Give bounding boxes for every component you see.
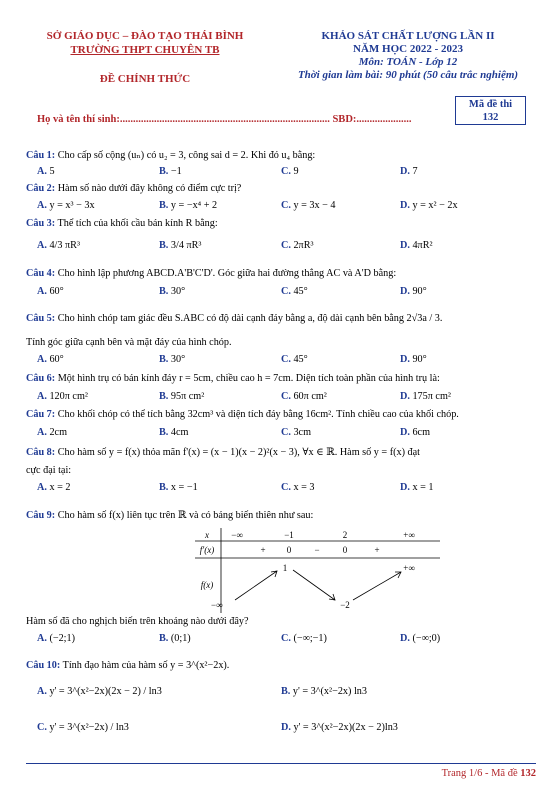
option-a[interactable]: A. 2cm	[37, 427, 67, 438]
option-a[interactable]: A. y' = 3^(x²−2x)(2x − 2) / ln3	[37, 686, 162, 697]
table-fx-value: −∞	[211, 600, 223, 610]
header-right	[278, 30, 538, 82]
table-fx-value: +∞	[403, 563, 415, 573]
option-d[interactable]: D. x = 1	[400, 482, 434, 493]
table-x-value: 2	[342, 530, 348, 540]
variation-table	[195, 528, 440, 613]
question-label: Câu 1:	[26, 150, 56, 161]
option-a[interactable]: A. y = x³ − 3x	[37, 200, 95, 211]
option-a[interactable]: A. 60°	[37, 286, 64, 297]
option-b[interactable]: B. 95π cm²	[159, 391, 205, 402]
student-name-line: Họ và tên thí sinh:................................................................................ SBD:.....................	[37, 114, 412, 125]
option-c[interactable]: C. y' = 3^(x²−2x) / ln3	[37, 722, 129, 733]
question-1	[26, 150, 536, 161]
fraction-value: 2√3a / 3	[406, 313, 440, 324]
question-10: Câu 10: Tính đạo hàm của hàm số y = 3^(x²−2x).	[26, 660, 230, 671]
department-name: SỞ GIÁO DỤC – ĐÀO TẠO THÁI BÌNH	[46, 30, 244, 42]
table-sign: 0	[342, 545, 348, 555]
option-b[interactable]: B. y' = 3^(x²−2x) ln3	[281, 686, 367, 697]
exam-code-box	[455, 96, 526, 125]
option-b[interactable]: B. 4cm	[159, 427, 189, 438]
option-c[interactable]: C. 9	[281, 166, 299, 177]
question-2: Câu 2: Hàm số nào dưới đây không có điểm cực trị?	[26, 183, 242, 194]
question-8-continued: cực đại tại:	[26, 465, 72, 476]
table-row-label-x: x	[205, 530, 209, 540]
option-c[interactable]: C. 3cm	[281, 427, 311, 438]
question-9: Câu 9: Cho hàm số f(x) liên tục trên ℝ và có bảng biến thiên như sau:	[26, 510, 314, 521]
table-row-label-fx: f(x)	[200, 580, 214, 590]
official-label: ĐỀ CHÍNH THỨC	[99, 73, 191, 85]
table-x-value: +∞	[403, 530, 415, 540]
option-a[interactable]: A. 60°	[37, 354, 64, 365]
option-b[interactable]: B. 3/4 πR³	[159, 240, 202, 251]
table-x-value: −∞	[231, 530, 243, 540]
school-year: NĂM HỌC 2022 - 2023	[353, 43, 463, 55]
school-name: TRƯỜNG THPT CHUYÊN TB	[70, 43, 220, 56]
header-left	[20, 30, 270, 57]
option-c[interactable]: C. 60π cm²	[281, 391, 327, 402]
option-b[interactable]: B. 30°	[159, 354, 186, 365]
table-sign: 0	[286, 545, 292, 555]
option-c[interactable]: C. 45°	[281, 354, 308, 365]
table-sign: +	[260, 545, 266, 555]
table-fx-value: 1	[282, 563, 288, 573]
option-d[interactable]: D. (−∞;0)	[400, 633, 441, 644]
option-d[interactable]: D. 4πR²	[400, 240, 433, 251]
question-9-continued: Hàm số đã cho nghịch biến trên khoảng nào dưới đây?	[26, 616, 249, 627]
duration-label: Thời gian làm bài: 90 phút (50 câu trắc nghiệm)	[297, 69, 519, 81]
option-d[interactable]: D. 90°	[400, 354, 427, 365]
table-x-value: −1	[284, 530, 294, 540]
exam-code-value: 132	[482, 112, 499, 123]
question-4: Câu 4: Cho hình lập phương ABCD.A'B'C'D'. Góc giữa hai đường thẳng AC và A'D bằng:	[26, 268, 397, 279]
subject-label: Môn: TOÁN - Lớp 12	[358, 56, 458, 68]
option-d[interactable]: D. y = x² − 2x	[400, 200, 458, 211]
option-b[interactable]: B. x = −1	[159, 482, 198, 493]
option-c[interactable]: C. 45°	[281, 286, 308, 297]
option-d[interactable]: D. 175π cm²	[400, 391, 451, 402]
option-a[interactable]: A. 120π cm²	[37, 391, 88, 402]
question-7: Câu 7: Cho khối chóp có thể tích bằng 32cm³ và diện tích đáy bằng 16cm². Tính chiều cao của khối chóp.	[26, 409, 459, 420]
option-a[interactable]: A. (−2;1)	[37, 633, 76, 644]
option-d[interactable]: D. 6cm	[400, 427, 430, 438]
question-8: Câu 8: Cho hàm số y = f(x) thỏa mãn f'(x) = (x − 1)(x − 2)²(x − 3), ∀x ∈ ℝ. Hàm số y = f(x) đạt	[26, 447, 420, 458]
question-5: Câu 5: Cho hình chóp tam giác đều S.ABC có độ dài cạnh đáy bằng a, độ dài cạnh bên bằng 2√3a / 3.	[26, 313, 443, 324]
option-b[interactable]: B. 30°	[159, 286, 186, 297]
question-5-continued: Tính góc giữa cạnh bên và mặt đáy của hình chóp.	[26, 337, 232, 348]
option-c[interactable]: C. y = 3x − 4	[281, 200, 336, 211]
option-d[interactable]: D. 90°	[400, 286, 427, 297]
question-6: Câu 6: Một hình trụ có bán kính đáy r = 5cm, chiều cao h = 7cm. Diện tích toàn phần của hình trụ là:	[26, 373, 440, 384]
option-a[interactable]: A. 4/3 πR³	[37, 240, 81, 251]
option-d[interactable]: D. y' = 3^(x²−2x)(2x − 2)ln3	[281, 722, 398, 733]
question-text: Cho cấp số cộng (uₙ) có u₂ = 3, công sai d = 2. Khi đó u₄ bằng:	[57, 150, 316, 161]
variation-arrows	[235, 570, 401, 600]
footer-text: Trang 1/6 - Mã đề	[441, 768, 518, 779]
table-sign: −	[314, 545, 320, 555]
footer-code: 132	[520, 768, 536, 779]
option-a[interactable]: A. 5	[37, 166, 55, 177]
option-a[interactable]: A. x = 2	[37, 482, 71, 493]
option-d[interactable]: D. 7	[400, 166, 418, 177]
footer-divider	[26, 763, 536, 764]
option-b[interactable]: B. y = −x⁴ + 2	[159, 200, 218, 211]
option-b[interactable]: B. −1	[159, 166, 182, 177]
option-c[interactable]: C. x = 3	[281, 482, 315, 493]
table-row-label-derivative: f'(x)	[199, 545, 215, 555]
table-fx-value: −2	[340, 600, 350, 610]
option-c[interactable]: C. (−∞;−1)	[281, 633, 327, 644]
exam-title: KHẢO SÁT CHẤT LƯỢNG LẦN II	[321, 30, 495, 42]
exam-code-label: Mã đề thi	[468, 99, 513, 110]
option-c[interactable]: C. 2πR³	[281, 240, 314, 251]
table-sign: +	[374, 545, 380, 555]
question-3: Câu 3: Thể tích của khối cầu bán kính R bằng:	[26, 218, 218, 229]
page-footer	[380, 768, 536, 779]
option-b[interactable]: B. (0;1)	[159, 633, 191, 644]
